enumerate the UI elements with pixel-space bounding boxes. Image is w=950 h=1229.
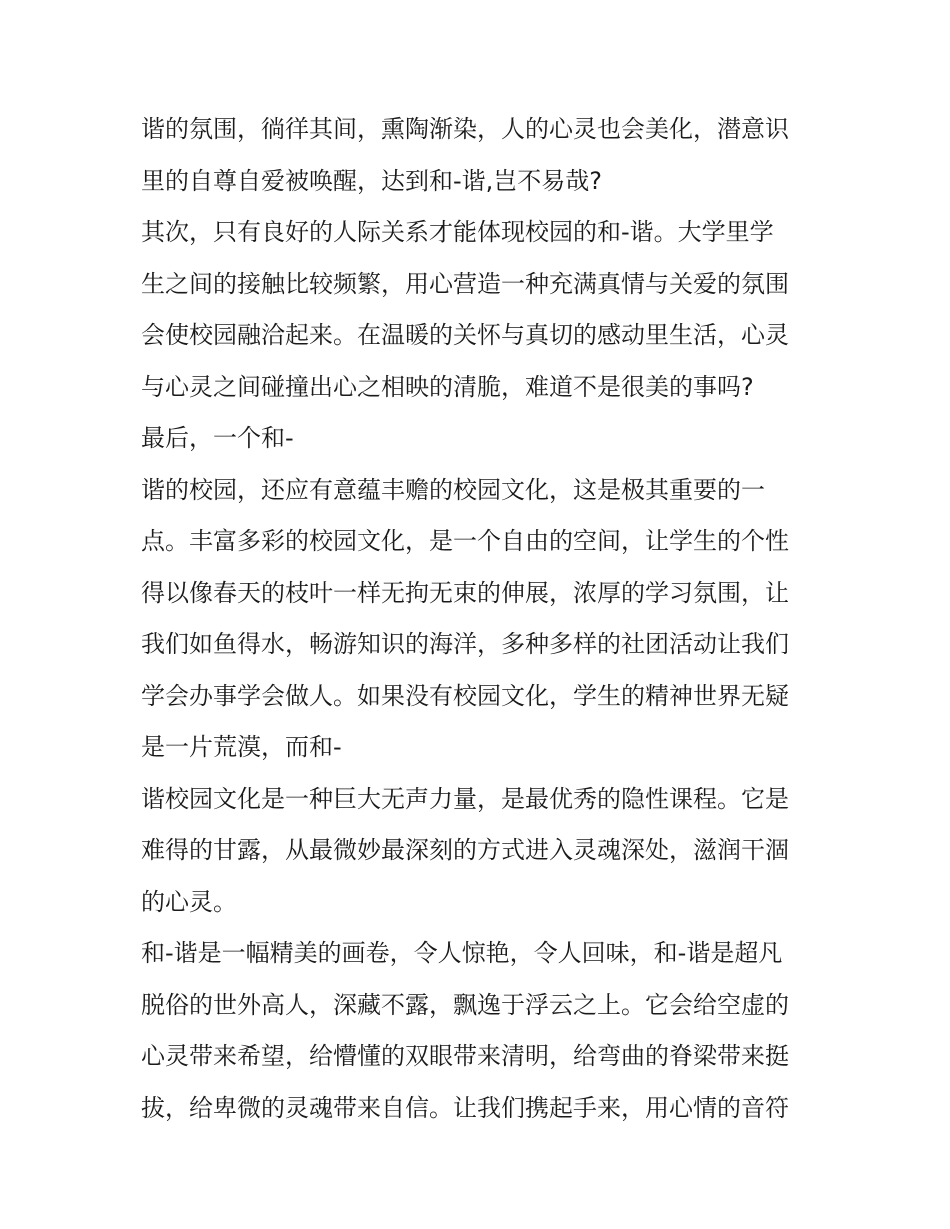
text-line: 学会办事学会做人。如果没有校园文化，学生的精神世界无疑 (141, 681, 789, 710)
text-line: 其次，只有良好的人际关系才能体现校园的和-谐。大学里学 (141, 218, 774, 246)
text-line: 得以像春天的枝叶一样无拘无束的伸展，浓厚的学习氛围，让 (141, 578, 789, 607)
text-line: 会使校园融洽起来。在温暖的关怀与真切的感动里生活，心灵 (141, 321, 789, 349)
text-line: 谐的校园，还应有意蕴丰赡的校园文化，这是极其重要的一 (141, 475, 765, 504)
document-body (141, 104, 821, 1134)
text-line: 与心灵之间碰撞出心之相映的清脆，难道不是很美的事吗? (141, 372, 754, 401)
text-line: 脱俗的世外高人，深藏不露，飘逸于浮云之上。它会给空虚的 (141, 990, 789, 1019)
text-line: 点。丰富多彩的校园文化，是一个自由的空间，让学生的个性 (141, 527, 789, 555)
text-line: 谐校园文化是一种巨大无声力量，是最优秀的隐性课程。它是 (141, 784, 789, 813)
text-line: 里的自尊自爱被唤醒，达到和-谐,岂不易哉? (141, 166, 603, 195)
text-line: 心灵带来希望，给懵懂的双眼带来清明，给弯曲的脊梁带来挺 (141, 1042, 789, 1070)
text-line: 难得的甘露，从最微妙最深刻的方式进入灵魂深处，滋润干涸 (141, 836, 789, 864)
text-line: 生之间的接触比较频繁，用心营造一种充满真情与关爱的氛围 (141, 269, 789, 298)
text-line: 拔，给卑微的灵魂带来自信。让我们携起手来，用心情的音符 (141, 1093, 789, 1122)
text-line: 是一片荒漠，而和- (141, 733, 342, 761)
text-line: 的心灵。 (141, 887, 237, 916)
text-line: 最后，一个和- (141, 424, 294, 452)
text-line: 和-谐是一幅精美的画卷，令人惊艳，令人回味，和-谐是超凡 (141, 939, 783, 967)
text-line: 我们如鱼得水，畅游知识的海洋，多种多样的社团活动让我们 (141, 630, 789, 658)
text-line: 谐的氛围，徜徉其间，熏陶渐染，人的心灵也会美化，潜意识 (141, 115, 789, 143)
